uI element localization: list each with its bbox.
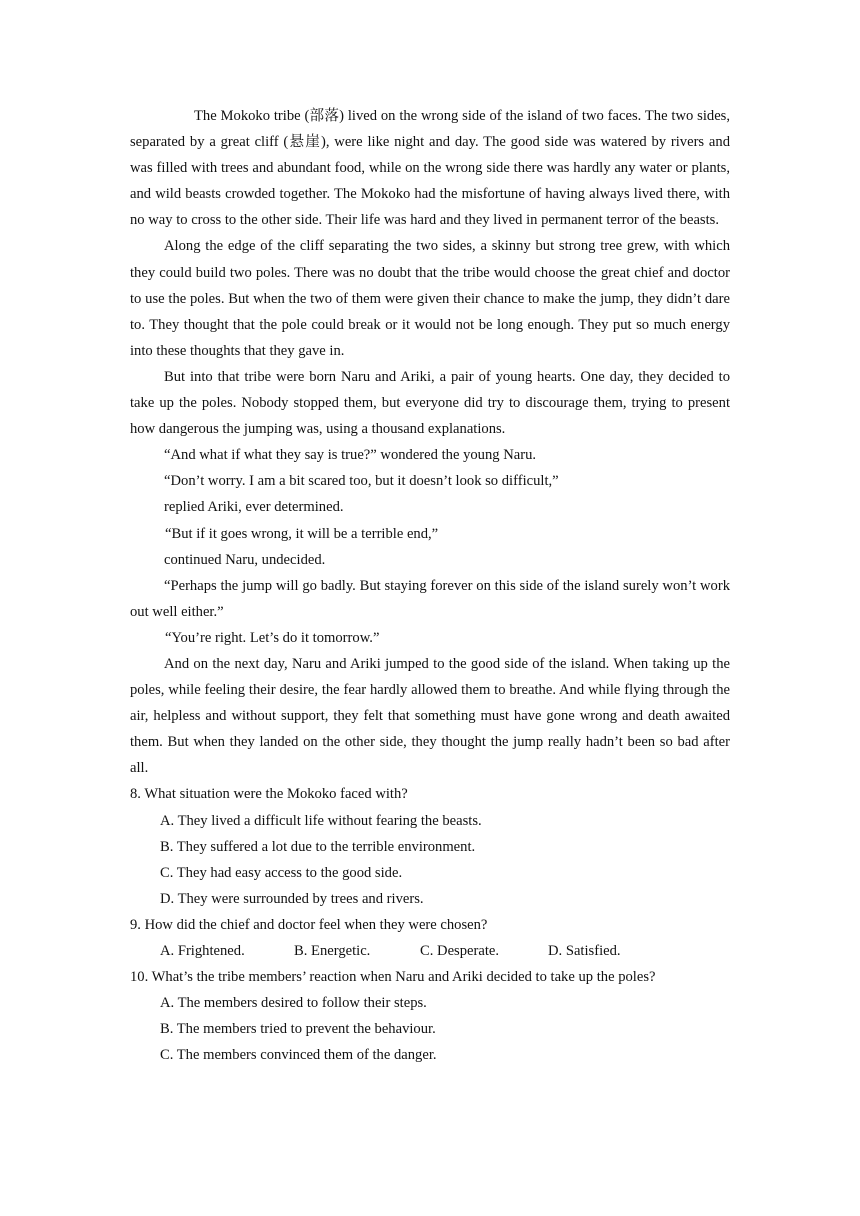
dialogue-line-6: “You’re right. Let’s do it tomorrow.” <box>165 629 380 646</box>
question-8 <box>130 781 730 911</box>
option-a: A. Frightened. <box>160 943 245 959</box>
dialogue-line-4: “But if it goes wrong, it will be a terrible end,” <box>165 525 439 542</box>
passage-paragraph-5: And on the next day, Naru and Ariki jumped to the good side of the island. When taking up the poles, while feeling their desire, the fear hardly allowed them to breathe. And while flying through the air, helpless and without support, they felt that something must have gone wrong and death awaited them. But when they landed on the other side, they thought the jump really hadn’t been so bad after all. <box>130 655 730 777</box>
options-row <box>130 938 730 964</box>
reading-passage <box>130 103 730 781</box>
dialogue-line-5: continued Naru, undecided. <box>164 551 326 568</box>
question-10 <box>130 964 730 1068</box>
question-stem: 10. What’s the tribe members’ reaction when Naru and Ariki decided to take up the poles? <box>130 969 656 986</box>
dialogue-line-3: replied Ariki, ever determined. <box>164 499 344 516</box>
passage-paragraph-2: Along the edge of the cliff separating the two sides, a skinny but strong tree grew, with which they could build two poles. There was no doubt that the tribe would choose the great chief and doctor to use the poles. But when the two of them were given their chance to make the jump, they didn’t dare to. They thought that the pole could break or it would not be long enough. They put so much energy into these thoughts that they gave in. <box>130 238 730 359</box>
passage-paragraph-3: But into that tribe were born Naru and Ariki, a pair of young hearts. One day, they decided to take up the poles. Nobody stopped them, but everyone did try to discourage them, trying to present how dangerous the jumping was, using a thousand explanations. <box>130 368 730 438</box>
option-a: A. They lived a difficult life without fearing the beasts. <box>160 812 482 829</box>
dialogue-line-1: “And what if what they say is true?” wondered the young Naru. <box>164 447 537 464</box>
option-c: C. Desperate. <box>420 943 500 959</box>
dialogue-line-2: “Don’t worry. I am a bit scared too, but it doesn’t look so difficult,” <box>164 473 559 490</box>
question-stem: 9. How did the chief and doctor feel when they were chosen? <box>130 916 488 933</box>
dialogue-paragraph: “Perhaps the jump will go badly. But staying forever on this side of the island surely won’t work out well either.” <box>130 577 730 620</box>
option-c: C. The members convinced them of the danger. <box>160 1047 437 1064</box>
option-d: D. Satisfied. <box>548 943 621 959</box>
option-d: D. They were surrounded by trees and rivers. <box>160 890 424 907</box>
option-b: B. They suffered a lot due to the terrible environment. <box>160 838 476 855</box>
question-stem: 8. What situation were the Mokoko faced with? <box>130 786 408 803</box>
option-b: B. Energetic. <box>294 943 371 959</box>
question-9 <box>130 912 730 964</box>
option-b: B. The members tried to prevent the behaviour. <box>160 1021 436 1038</box>
option-c: C. They had easy access to the good side. <box>160 864 403 881</box>
option-a: A. The members desired to follow their steps. <box>160 995 427 1012</box>
passage-paragraph-1: The Mokoko tribe (部落) lived on the wrong side of the island of two faces. The two sides, separated by a great cliff (悬崖), were like night and day. The good side was watered by rivers and was filled with trees and abundant food, while on the wrong side there was hardly any water or plants, and wild beasts crowded together. The Mokoko had the misfortune of having always lived there, with no way to cross to the other side. Their life was hard and they lived in permanent terror of the beasts. <box>130 108 730 229</box>
